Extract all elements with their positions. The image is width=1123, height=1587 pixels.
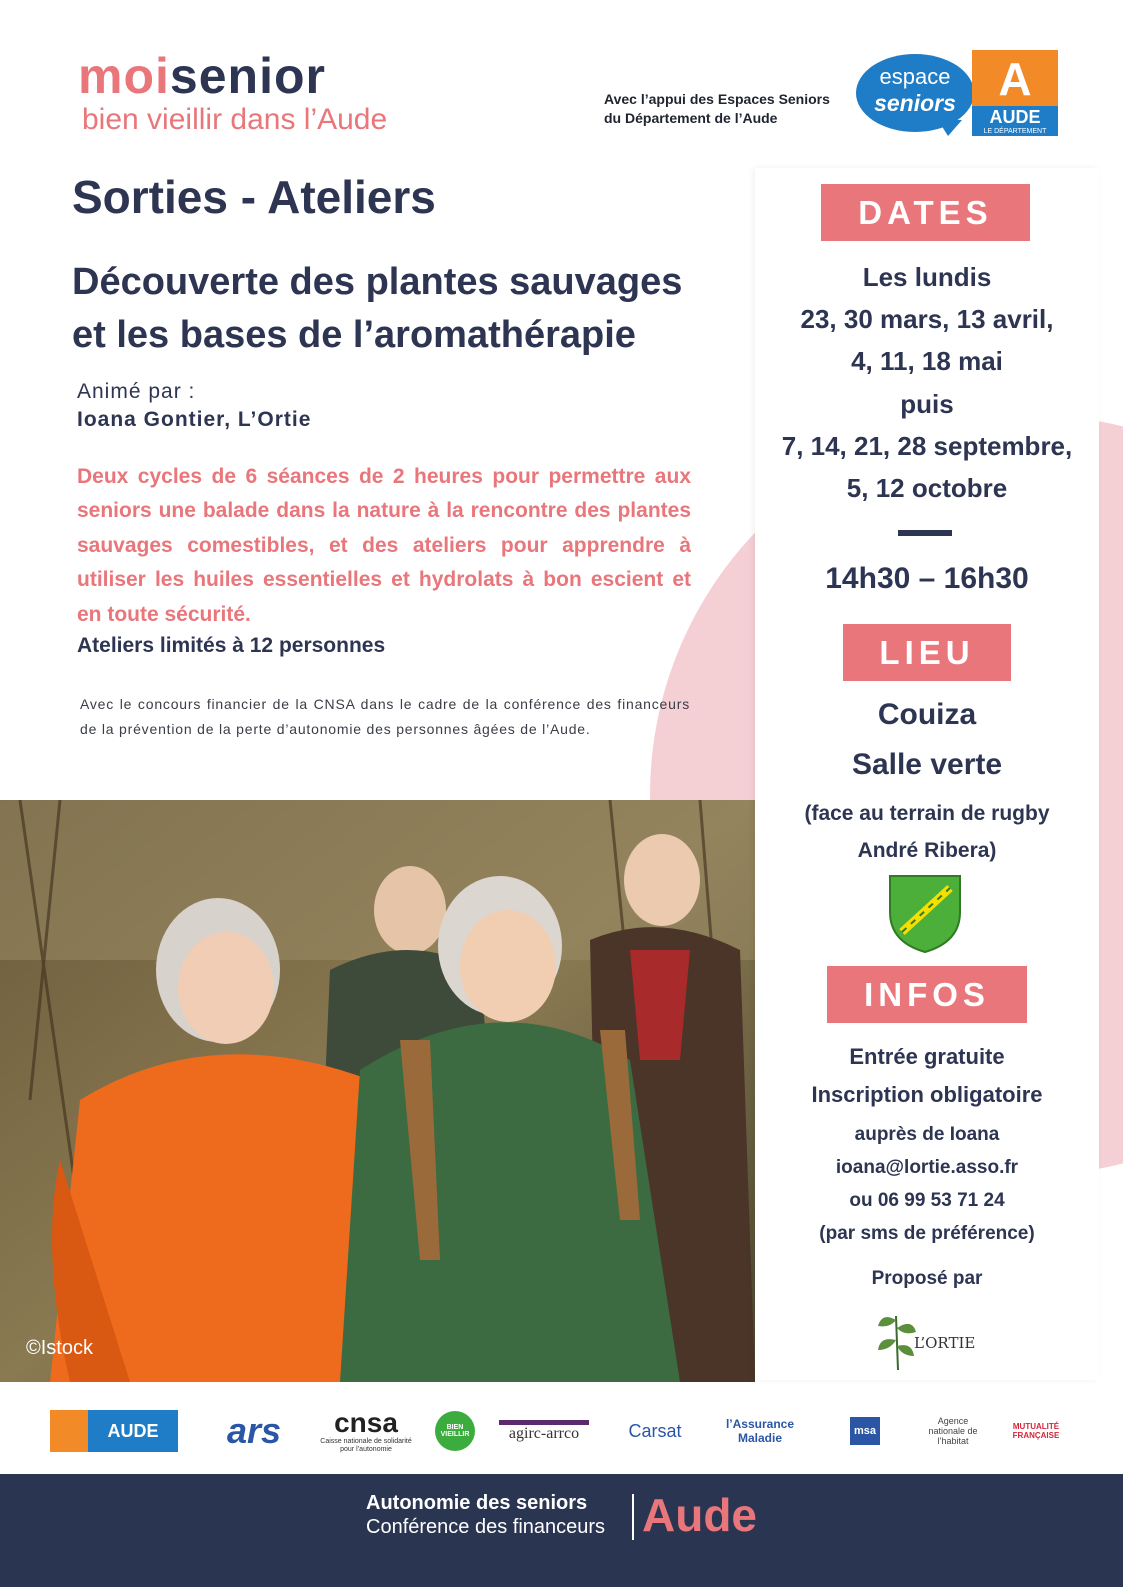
dates-line: puis	[900, 388, 954, 419]
contact-email[interactable]: ioana@lortie.asso.fr	[835, 1157, 1019, 1178]
dates-line: Les lundis	[862, 262, 992, 292]
photo-credit: ©Istock	[26, 1337, 93, 1359]
venue-city: Couiza	[877, 698, 977, 731]
partner-aude-logo	[50, 1402, 178, 1460]
bien-vieillir-label: BIEN VIEILLIR	[435, 1411, 475, 1451]
lortie-name: L’ORTIE	[914, 1334, 976, 1352]
venue-note-line-1: (face au terrain de rugby	[804, 802, 1050, 825]
partner-agirc-arrco-logo	[496, 1402, 592, 1460]
entry-free: Entrée gratuite	[849, 1044, 1005, 1069]
cnsa-sub: Caisse nationale de solidarité pour l’autonomie	[320, 1438, 412, 1453]
venue-room: Salle verte	[851, 748, 1003, 781]
partners-strip	[0, 1388, 1123, 1474]
lortie-logo	[872, 1306, 982, 1372]
cnsa-word: cnsa	[334, 1407, 398, 1438]
animator-name: Ioana Gontier, L’Ortie	[77, 408, 312, 431]
espace-word: espace	[879, 64, 951, 89]
dates-line: 7, 14, 21, 28 septembre,	[781, 430, 1073, 461]
footer-title: Autonomie des seniors	[366, 1492, 588, 1514]
proposed-by-label: Proposé par	[871, 1268, 983, 1289]
footer-separator	[632, 1494, 634, 1540]
partner-bien-vieillir-logo	[434, 1402, 476, 1460]
dates-line: 4, 11, 18 mai	[851, 346, 1003, 377]
support-line-1: Avec l’appui des Espaces Seniors	[604, 91, 830, 107]
brand-tagline: bien vieillir dans l’Aude	[82, 103, 388, 136]
infos-tag: INFOS	[827, 966, 1027, 1023]
partner-aude-label: AUDE	[88, 1410, 178, 1452]
brand-moi: moi	[78, 48, 170, 104]
registration-required: Inscription obligatoire	[811, 1082, 1043, 1107]
headline	[72, 256, 752, 362]
venue-note	[780, 795, 1074, 869]
partner-carsat-logo: Carsat	[628, 1420, 682, 1441]
seniors-hiking-photo	[0, 800, 755, 1382]
venue-note-line-2: André Ribera)	[857, 839, 997, 862]
dates-list	[760, 256, 1094, 509]
headline-line-2: et les bases de l’aromathérapie	[72, 314, 636, 356]
session-hours: 14h30 – 16h30	[825, 562, 1029, 595]
aude-word: AUDE	[989, 107, 1041, 127]
animator-label: Animé par :	[77, 380, 196, 403]
description: Deux cycles de 6 séances de 2 heures pour permettre aux seniors une balade dans la nature à la rencontre des plantes sauvages comestibles, et des ateliers pour apprendre à utiliser les huiles essentielles et hydrolats à bon escient et en toute sécurité.	[77, 465, 691, 626]
contact-person: auprès de Ioana	[854, 1124, 1000, 1145]
espace-seniors-logo	[856, 50, 1058, 138]
bubble-tail	[938, 120, 962, 136]
section-title: Sorties - Ateliers	[72, 171, 436, 223]
seniors-word: seniors	[874, 90, 956, 116]
contact-phone[interactable]: ou 06 99 53 71 24	[849, 1190, 1005, 1211]
footer-subtitle: Conférence des financeurs	[366, 1516, 606, 1538]
lieu-tag: LIEU	[843, 624, 1011, 681]
aude-square-icon	[50, 1410, 88, 1452]
footer-banner	[0, 1474, 1123, 1587]
msa-label: msa	[850, 1417, 880, 1445]
partner-cnsa-logo	[318, 1402, 414, 1460]
capacity-limit: Ateliers limités à 12 personnes	[77, 634, 386, 657]
support-text	[604, 90, 830, 128]
brand-senior: senior	[169, 48, 326, 104]
headline-line-1: Découverte des plantes sauvages	[72, 261, 683, 303]
support-line-2: du Département de l’Aude	[604, 110, 778, 126]
contact-sms-note: (par sms de préférence)	[819, 1223, 1035, 1244]
dates-line: 5, 12 octobre	[846, 473, 1008, 504]
couiza-crest-icon	[888, 874, 962, 954]
agirc-word: agirc-arrco	[508, 1424, 580, 1442]
moisenior-logo	[78, 48, 387, 136]
partner-anah-logo: Agence nationale de l’habitat	[928, 1416, 978, 1446]
aude-sub: LE DÉPARTEMENT	[983, 128, 1047, 135]
aude-department-logo	[972, 50, 1058, 136]
dates-line: 23, 30 mars, 13 avril,	[800, 304, 1054, 335]
partner-assurance-maladie-logo: l’Assurance Maladie	[725, 1417, 795, 1445]
footer-aude: Aude	[642, 1489, 757, 1541]
contact-info	[760, 1118, 1094, 1250]
divider-dash	[898, 530, 952, 536]
aude-a-mark: A	[972, 50, 1058, 106]
partner-mutualite-logo: MUTUALITÉ FRANÇAISE	[1012, 1422, 1060, 1440]
partner-msa-logo	[832, 1402, 898, 1460]
financing-note: Avec le concours financier de la CNSA dans le cadre de la conférence des financeurs de la prévention de la perte d’autonomie des personnes âgées de l’Aude.	[80, 696, 690, 737]
dates-tag: DATES	[821, 184, 1030, 241]
partner-ars-logo: ars	[226, 1410, 282, 1451]
